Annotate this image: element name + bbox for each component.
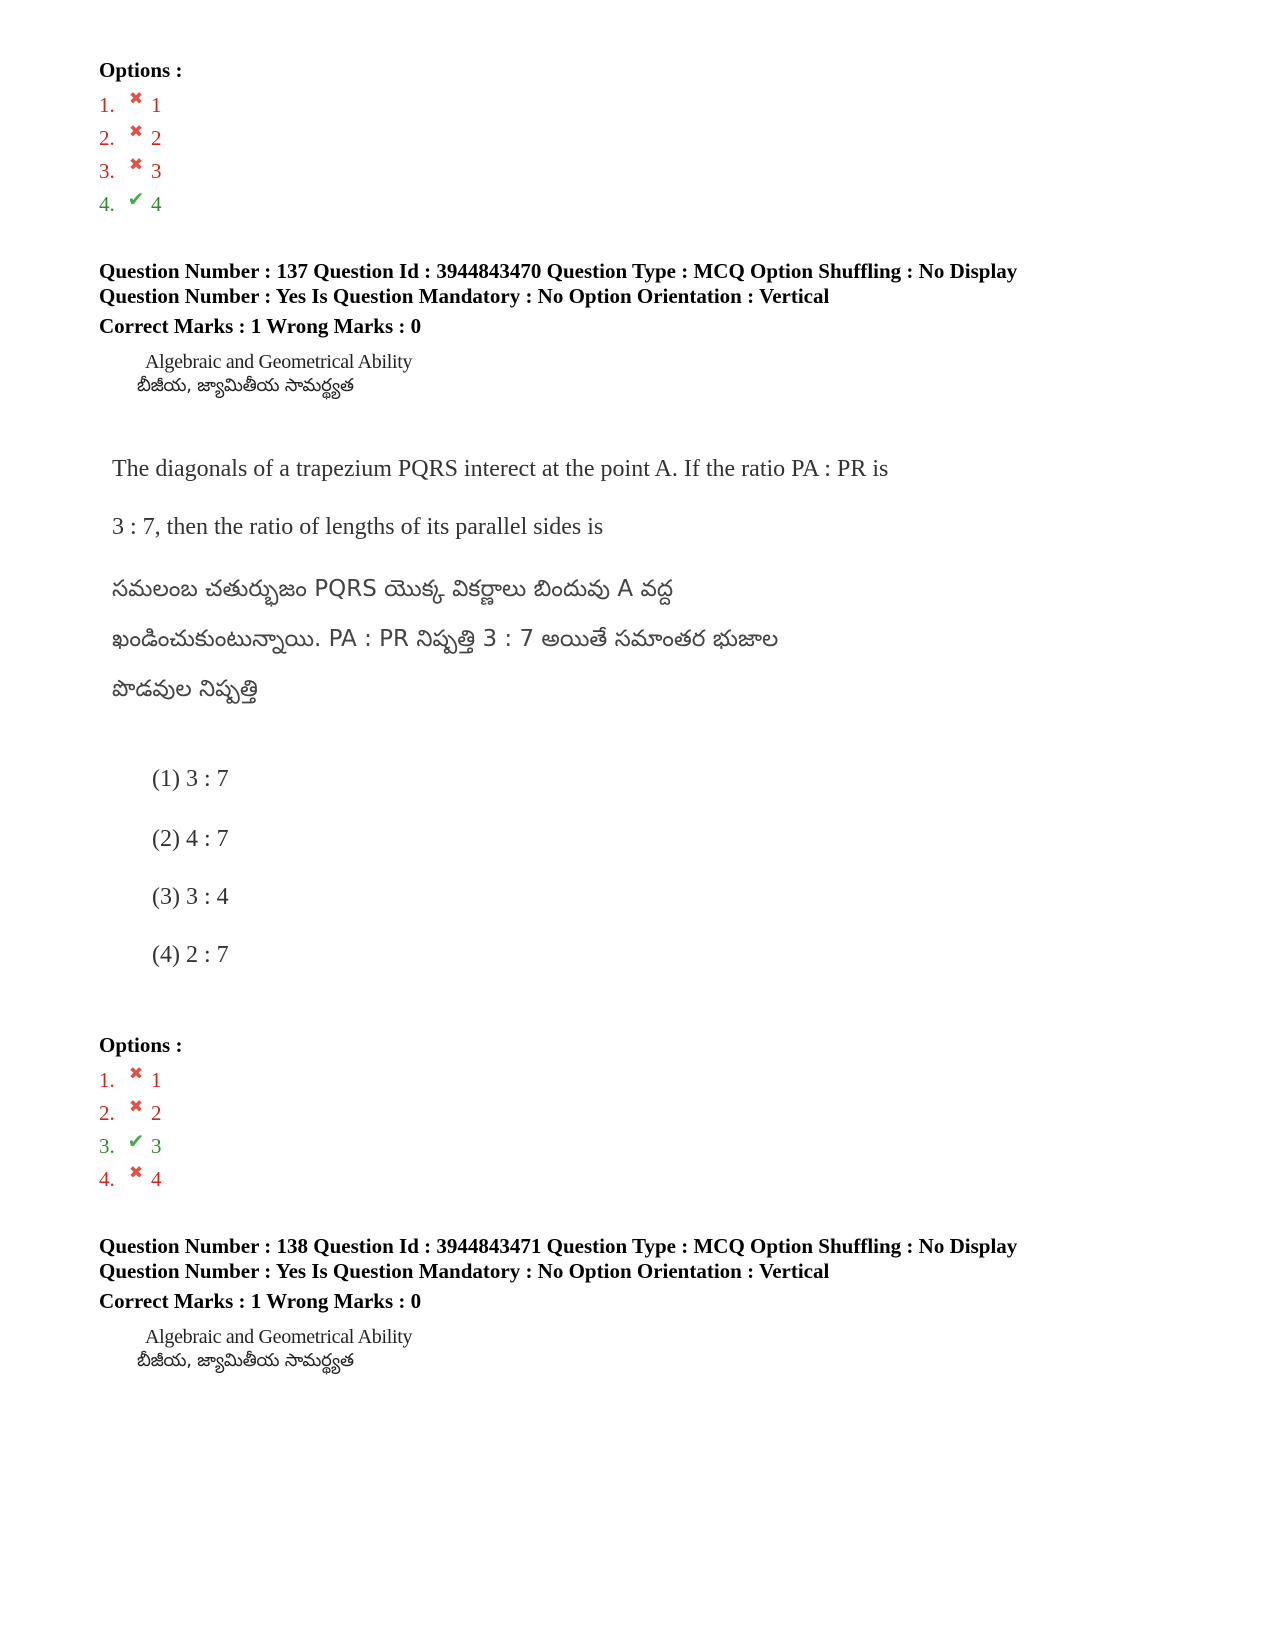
question-137-subject [137, 350, 413, 398]
question-137-text-te-line1: సమలంబ చతుర్భుజం PQRS యొక్క వికర్ణాలు బిందువు A వద్ద [112, 576, 674, 602]
option-number: 3. [99, 158, 115, 183]
option-1 [99, 89, 162, 118]
subject-telugu: బీజీయ, జ్యామితీయ సామర్థ్యత [137, 1350, 354, 1371]
question-137-option-2 [99, 1097, 162, 1126]
cross-icon: ✖ [128, 1064, 144, 1083]
subject-english: Algebraic and Geometrical Ability [145, 351, 413, 373]
option-value: 1 [151, 1067, 162, 1092]
cross-icon: ✖ [128, 1163, 144, 1182]
question-137-text-en-line2: 3 : 7, then the ratio of lengths of its parallel sides is [112, 514, 604, 540]
option-number: 3. [99, 1133, 115, 1158]
option-value: 2 [151, 1100, 162, 1125]
question-138-meta-line1: Question Number : 138 Question Id : 3944843471 Question Type : MCQ Option Shuffling : No Display [99, 1234, 1018, 1258]
options-heading: Options : [99, 58, 183, 82]
option-value: 1 [151, 92, 162, 117]
question-137-meta-line2: Question Number : Yes Is Question Mandatory : No Option Orientation : Vertical [99, 284, 830, 308]
option-number: 2. [99, 1100, 115, 1125]
check-icon: ✔ [127, 1130, 145, 1153]
option-value: 4 [151, 191, 162, 216]
question-137-text-te-line3: పొడవుల నిష్పత్తి [112, 676, 258, 702]
option-number: 4. [99, 1166, 115, 1191]
question-137-meta-line1: Question Number : 137 Question Id : 3944843470 Question Type : MCQ Option Shuffling : No Display [99, 259, 1018, 283]
question-138-marks: Correct Marks : 1 Wrong Marks : 0 [99, 1289, 422, 1313]
question-137-choice-4: (4) 2 : 7 [152, 942, 229, 968]
question-137-choice-1: (1) 3 : 7 [152, 766, 229, 792]
option-4 [99, 188, 162, 217]
option-number: 2. [99, 125, 115, 150]
question-138-meta-line2: Question Number : Yes Is Question Mandatory : No Option Orientation : Vertical [99, 1259, 830, 1283]
question-137-options-heading: Options : [99, 1033, 183, 1057]
option-value: 4 [151, 1166, 162, 1191]
question-138-subject [137, 1325, 413, 1373]
question-137-choice-2: (2) 4 : 7 [152, 826, 229, 852]
cross-icon: ✖ [128, 122, 144, 141]
option-3 [99, 155, 162, 184]
cross-icon: ✖ [128, 89, 144, 108]
option-2 [99, 122, 162, 151]
subject-telugu: బీజీయ, జ్యామితీయ సామర్థ్యత [137, 375, 354, 396]
question-137-marks: Correct Marks : 1 Wrong Marks : 0 [99, 314, 422, 338]
cross-icon: ✖ [128, 1097, 144, 1116]
option-value: 3 [151, 158, 162, 183]
check-icon: ✔ [127, 188, 145, 211]
option-number: 1. [99, 1067, 115, 1092]
subject-english: Algebraic and Geometrical Ability [145, 1326, 413, 1348]
option-number: 1. [99, 92, 115, 117]
cross-icon: ✖ [128, 155, 144, 174]
question-137-text-te-line2: ఖండించుకుంటున్నాయి. PA : PR నిష్పత్తి 3 : 7 అయితే సమాంతర భుజాల [112, 626, 779, 652]
option-value: 2 [151, 125, 162, 150]
option-value: 3 [151, 1133, 162, 1158]
question-137-choice-3: (3) 3 : 4 [152, 884, 229, 910]
question-137-text-en-line1: The diagonals of a trapezium PQRS interect at the point A. If the ratio PA : PR is [112, 456, 889, 482]
option-number: 4. [99, 191, 115, 216]
question-137-option-1 [99, 1064, 162, 1093]
question-137-option-4 [99, 1163, 162, 1192]
question-137-option-3 [99, 1130, 162, 1159]
